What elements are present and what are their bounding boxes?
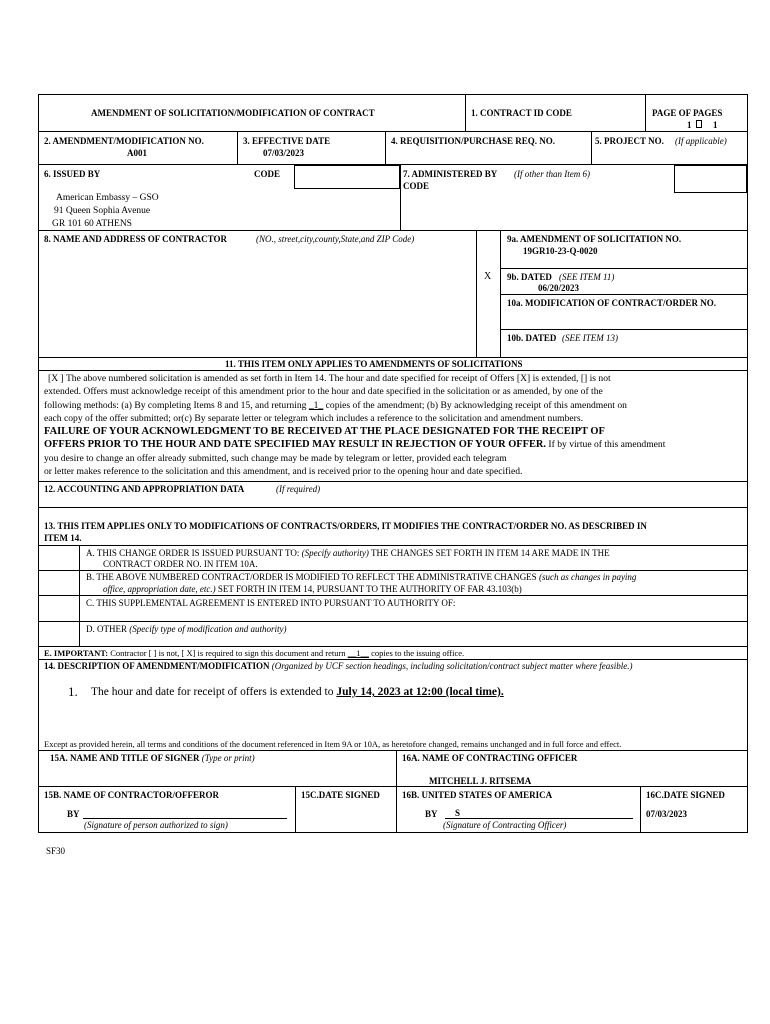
item9a-value: 19GR10-23-Q-0020 [523,246,598,256]
item16c-value: 07/03/2023 [646,809,688,819]
contract-id-cell [465,95,645,131]
signature-row [38,787,748,833]
contract-id-label: 1. CONTRACT ID CODE [471,108,572,118]
item16b-label: 16B. UNITED STATES OF AMERICA [402,790,553,800]
item15b-signature-line [83,818,287,819]
row-items-6-7 [38,165,748,231]
item12-note: (If required) [276,484,321,494]
project-no-label: 5. PROJECT NO. [595,136,664,146]
requisition-label: 4. REQUISITION/PURCHASE REQ. NO. [391,136,556,146]
item12-label: 12. ACCOUNTING AND APPROPRIATION DATA [44,484,245,494]
item13-heading-line2: ITEM 14. [44,533,82,543]
item16b-signature-line [445,818,633,819]
item9b-note: (SEE ITEM 11) [559,272,615,282]
item-e-text-post: copies to the issuing office. [368,648,465,658]
item14-entry-number: 1. [68,684,78,699]
item15a-label: 15A. NAME AND TITLE OF SIGNER [50,753,200,763]
item13a-line2: CONTRACT ORDER NO. IN ITEM 10A. [103,559,258,569]
amendment-no-value: A001 [127,148,147,158]
item9b-label: 9b. DATED [507,272,552,282]
item11-line6-rest: If by virtue of this amendment [546,439,666,451]
item13d-pre: D. OTHER [86,624,130,634]
item13a-note: (Specify authority) [301,548,369,558]
item16c-label: 16C.DATE SIGNED [646,790,725,800]
form-title: AMENDMENT OF SOLICITATION/MODIFICATION OF CONTRACT [91,108,375,118]
item15c-label: 15C.DATE SIGNED [301,790,380,800]
item13-heading-row [38,508,748,546]
items-9-10-column [500,231,747,357]
item11-line8: or letter makes reference to the solicitation and this amendment, and is received prior to the opening hour and date specified. [44,466,523,478]
item11-line7: you desire to change an offer already submitted, such change may be made by telegram or letter, provided each telegram [44,452,507,464]
item13b-note: (such as changes in paying [538,572,637,582]
item16b-signature-mark: S [455,808,461,818]
issued-by-code-box [294,165,400,189]
item9-check-mark: X [484,271,492,282]
items-15a-16a-row [38,751,748,787]
item-e-label: E. IMPORTANT: [44,648,109,658]
contractor-note: (NO., street,city,county,State,and ZIP Code) [256,234,415,244]
item14-label: 14. DESCRIPTION OF AMENDMENT/MODIFICATION [44,661,270,671]
contractor-label: 8. NAME AND ADDRESS OF CONTRACTOR [44,234,228,244]
page-separator-glyph [696,120,702,128]
row-items-8-10 [38,231,748,358]
item11-line6-bold: OFFERS PRIOR TO THE HOUR AND DATE SPECIFIED MAY RESULT IN REJECTION OF YOUR OFFER. [44,439,547,451]
item15c-cell [295,787,396,832]
row-items-2-5 [38,132,748,165]
item13b-line2-post: SET FORTH IN ITEM 14, PURSUANT TO THE AUTHORITY OF FAR 43.103(b) [215,584,522,594]
page-total: 1 [713,120,718,130]
page-number: 1 [687,120,692,130]
item13a-pre: A. THIS CHANGE ORDER IS ISSUED PURSUANT TO: [86,548,302,558]
item15a-note: (Type or print) [201,753,255,763]
page-label: PAGE OF PAGES [652,108,723,118]
effective-date-value: 07/03/2023 [263,148,305,158]
item16b-signature-caption: (Signature of Contracting Officer) [443,820,567,830]
item13b-pre: B. THE ABOVE NUMBERED CONTRACT/ORDER IS MODIFIED TO REFLECT THE ADMINISTRATIVE CHANGES [86,572,539,582]
amendment-no-label: 2. AMENDMENT/MODIFICATION NO. [44,136,204,146]
sf30-form [38,94,748,856]
item13-options-text [79,546,747,646]
item16b-cell [396,787,640,832]
item13a-post: THE CHANGES SET FORTH IN ITEM 14 ARE MADE IN THE [368,548,610,558]
item15b-signature-caption: (Signature of person authorized to sign) [84,820,228,830]
item14-except-clause: Except as provided herein, all terms and conditions of the document referenced in Item 9A or 10A, as heretofore changed, remains unchanged and in full force and effect. [44,739,622,749]
item12-section [38,482,748,508]
item11-text [44,372,743,478]
administered-by-label: 7. ADMINISTERED BY [403,169,498,179]
item16a-label: 16A. NAME OF CONTRACTING OFFICER [402,753,578,763]
item11-line4: each copy of the offer submitted; or(c) By separate letter or telegram which includes a reference to the solicitation and amendment numbers. [44,412,583,424]
item13-options [38,546,748,647]
item11-line5: FAILURE OF YOUR ACKNOWLEDGMENT TO BE RECEIVED AT THE PLACE DESIGNATED FOR THE RECEIPT OF [44,426,605,438]
issuer-address-line1: American Embassy – GSO [56,193,159,203]
item13d-note: (Specify type of modification and authority) [129,624,287,634]
item11-line3-pre: following methods: (a) By completing Items 8 and 15, and returning [44,399,309,411]
item13c: C. THIS SUPPLEMENTAL AGREEMENT IS ENTERED INTO PURSUANT TO AUTHORITY OF: [86,598,456,608]
form-id-footer: SF30 [46,846,66,856]
item14-entry-date: July 14, 2023 at 12:00 (local time). [336,686,504,698]
item-e-row [38,647,748,660]
header-row [38,94,748,132]
amendment-no-cell [39,132,237,164]
item15b-cell [39,787,295,832]
item15b-by: BY [67,809,80,819]
item10a-label: 10a. MODIFICATION OF CONTRACT/ORDER NO. [507,298,717,308]
item16b-by: BY [425,809,438,819]
item11-line3-post: copies of the amendment; (b) By acknowledging receipt of this amendment on [323,399,627,411]
issued-by-code-label: CODE [254,169,281,179]
item16c-cell [640,787,747,832]
item16a-value: MITCHELL J. RITSEMA [429,776,532,786]
item9b-value: 06/20/2023 [538,283,580,293]
issued-by-label: 6. ISSUED BY [44,169,101,179]
project-no-cell [591,132,747,164]
item11-line1: [X ] The above numbered solicitation is amended as set forth in Item 14. The hour and date specified for receipt of Offers [X] is extended, [] is not [48,373,611,384]
item11-copies-count: _1_ [308,399,324,411]
check-column [476,231,500,357]
item10b-note: (SEE ITEM 13) [562,333,618,343]
item9a-label: 9a. AMENDMENT OF SOLICITATION NO. [507,234,682,244]
item-e-copies: __1__ [347,648,369,658]
administered-by-code-box [674,165,747,193]
issuer-address-line3: GR 101 60 ATHENS [52,219,132,229]
project-no-note: (If applicable) [675,136,727,146]
requisition-cell [385,132,591,164]
item14-entry-text: The hour and date for receipt of offers is extended to [91,686,337,698]
effective-date-cell [237,132,385,164]
item11-section [38,358,748,482]
issuer-address-line2: 91 Queen Sophia Avenue [54,206,151,216]
page-cell [645,95,747,131]
item13-heading-line1: 13. THIS ITEM APPLIES ONLY TO MODIFICATIONS OF CONTRACTS/ORDERS, IT MODIFIES THE CONTRACT/ORDER NO. AS DESCRIBED IN [44,521,647,531]
item-e-text-pre: Contractor [ ] is not, [ X] is required to sign this document and return [108,648,348,658]
administered-by-note: (If other than Item 6) [514,169,590,179]
item14-section [38,660,748,751]
administered-by-code-label: CODE [403,181,430,191]
item15b-label: 15B. NAME OF CONTRACTOR/OFFEROR [44,790,220,800]
effective-date-label: 3. EFFECTIVE DATE [243,136,331,146]
item14-note: (Organized by UCF section headings, including solicitation/contract subject matter where feasible.) [271,661,633,671]
item13b-line2-note: office, appropriation date, etc.) [103,584,216,594]
item11-heading: 11. THIS ITEM ONLY APPLIES TO AMENDMENTS OF SOLICITATIONS [225,359,523,369]
item10b-label: 10b. DATED [507,333,557,343]
administered-by-cell [400,165,747,230]
item11-line2: extended. Offers must acknowledge receipt of this amendment prior to the hour and date specified in the solicitation or as amended, by one of the [44,386,603,398]
item16a-cell [396,751,747,786]
